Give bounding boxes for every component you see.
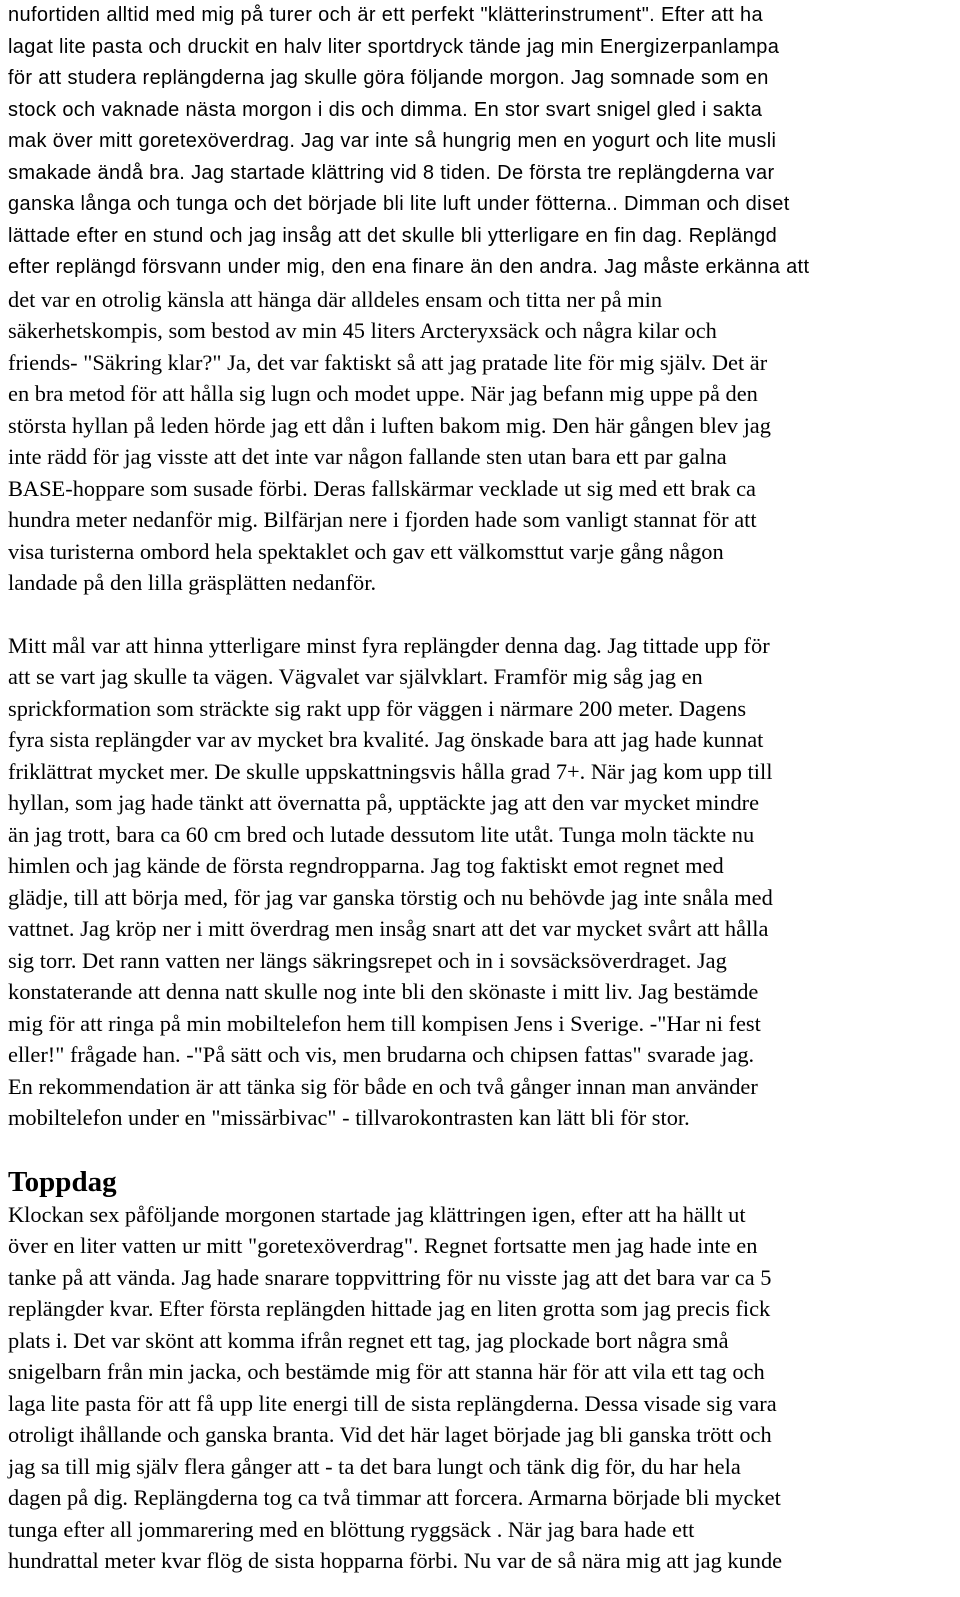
text-line: fyra sista replängder var av mycket bra kvalité. Jag önskade bara att jag hade kunnat (8, 727, 764, 752)
body-paragraph-3 (8, 1199, 952, 1577)
text-line: sig torr. Det rann vatten ner längs säkringsrepet och in i sovsäcksöverdraget. Jag (8, 947, 727, 973)
text-line: tanke på att vända. Jag hade snarare toppvittring för nu visste jag att det bara var ca 5 (8, 1264, 772, 1290)
text-line: säkerhetskompis, som bestod av min 45 liters Arcteryxsäck och några kilar och (8, 318, 717, 343)
body-paragraph-2 (8, 630, 952, 1134)
text-line: över en liter vatten ur mitt "goretexöverdrag". Regnet fortsatte men jag hade inte en (8, 1233, 758, 1258)
text-line: mobiltelefon under en "missärbivac" - tillvarokontrasten kan lätt bli för stor. (8, 1105, 690, 1130)
text-line: Klockan sex påföljande morgonen startade jag klättringen igen, efter att ha hällt ut (8, 1201, 746, 1227)
text-line: än jag trott, bara ca 60 cm bred och lutade dessutom lite utåt. Tunga moln täckte nu (8, 821, 755, 847)
section-heading: Toppdag (8, 1165, 117, 1198)
text-line: snigelbarn från min jacka, och bestämde mig för att stanna här för att vila ett tag och (8, 1359, 765, 1384)
text-line: landade på den lilla gräsplätten nedanför. (8, 570, 377, 595)
text-line: jag sa till mig själv flera gånger att - ta det bara lungt och tänk dig för, du har hela (8, 1453, 741, 1479)
text-line: efter replängd försvann under mig, den ena finare än den andra. Jag måste erkänna att (8, 256, 810, 278)
text-line: största hyllan på leden hörde jag ett dån i luften bakom mig. Den här gången blev jag (8, 412, 771, 438)
text-line: konstaterande att denna natt skulle nog inte bli den skönaste i mitt liv. Jag bestämde (8, 979, 759, 1004)
text-line: laga lite pasta för att få upp lite energi till de sista replängderna. Dessa visade sig vara (8, 1390, 777, 1416)
text-line: vattnet. Jag kröp ner i mitt överdrag men insåg snart att det var mycket svårt att hålla (8, 916, 769, 941)
text-line: Mitt mål var att hinna ytterligare minst fyra replängder denna dag. Jag tittade upp för (8, 632, 770, 658)
text-line: ganska långa och tunga och det började bli lite luft under fötterna.. Dimman och diset (8, 193, 790, 215)
text-line: friklättrat mycket mer. De skulle uppskattningsvis hålla grad 7+. När jag kom upp till (8, 758, 773, 784)
paragraph-spacer (8, 1134, 952, 1165)
text-line: mig för att ringa på min mobiltelefon hem till kompisen Jens i Sverige. -"Har ni fest (8, 1010, 761, 1036)
body-paragraph-1 (8, 0, 952, 599)
text-line: replängder kvar. Efter första replängden hittade jag en liten grotta som jag precis fick (8, 1296, 771, 1321)
text-line: lättade efter en stund och jag insåg att det skulle bli ytterligare en fin dag. Replängd (8, 224, 778, 247)
text-line: smakade ändå bra. Jag startade klättring vid 8 tiden. De första tre replängderna var (8, 161, 775, 184)
document-page (8, 0, 952, 1577)
text-line: BASE-hoppare som susade förbi. Deras fallskärmar vecklade ut sig med ett brak ca (8, 475, 756, 501)
text-line: stock och vaknade nästa morgon i dis och dimma. En stor svart snigel gled i sakta (8, 98, 763, 121)
text-line: plats i. Det var skönt att komma ifrån regnet ett tag, jag plockade bort några små (8, 1327, 729, 1353)
text-line: för att studera replängderna jag skulle göra följande morgon. Jag somnade som en (8, 67, 769, 89)
text-line: det var en otrolig känsla att hänga där alldeles ensam och titta ner på min (8, 286, 663, 312)
text-line: En rekommendation är att tänka sig för både en och två gånger innan man använder (8, 1073, 758, 1099)
text-line: hyllan, som jag hade tänkt att övernatta på, upptäckte jag att den var mycket mindre (8, 790, 760, 815)
text-line: mak över mitt goretexöverdrag. Jag var inte så hungrig men en yogurt och lite musli (8, 130, 777, 152)
text-line: himlen och jag kände de första regndropparna. Jag tog faktiskt emot regnet med (8, 853, 724, 878)
text-line: lagat lite pasta och druckit en halv liter sportdryck tände jag min Energizerpanlampa (8, 35, 780, 58)
text-line: glädje, till att börja med, för jag var ganska törstig och nu behövde jag inte snåla med (8, 884, 773, 910)
text-line: friends- "Säkring klar?" Ja, det var faktiskt så att jag pratade lite för mig själv. Det är (8, 349, 768, 375)
paragraph-spacer (8, 599, 952, 630)
text-line: att se vart jag skulle ta vägen. Vägvalet var självklart. Framför mig såg jag en (8, 664, 703, 689)
text-line: tunga efter all jommarering med en blöttung ryggsäck . När jag bara hade ett (8, 1516, 695, 1542)
text-line: en bra metod för att hålla sig lugn och modet uppe. När jag befann mig uppe på den (8, 381, 758, 406)
text-line: hundra meter nedanför mig. Bilfärjan nere i fjorden hade som vanligt stannat för att (8, 507, 757, 532)
text-line: visa turisterna ombord hela spektaklet och gav ett välkomsttut varje gång någon (8, 538, 724, 564)
text-line: eller!" frågade han. -"På sätt och vis, men brudarna och chipsen fattas" svarade jag. (8, 1042, 755, 1067)
text-line: inte rädd för jag visste att det inte var någon fallande sten utan bara ett par galna (8, 444, 727, 469)
text-line: otroligt ihållande och ganska branta. Vid det här laget började jag bli ganska trött och (8, 1422, 772, 1447)
text-line: nufortiden alltid med mig på turer och är ett perfekt "klätterinstrument". Efter att ha (8, 4, 763, 26)
text-line: hundrattal meter kvar flög de sista hopparna förbi. Nu var de så nära mig att jag kunde (8, 1548, 783, 1573)
text-line: sprickformation som sträckte sig rakt upp för väggen i närmare 200 meter. Dagens (8, 695, 747, 721)
text-line: dagen på dig. Replängderna tog ca två timmar att forcera. Armarna började bli mycket (8, 1485, 781, 1510)
